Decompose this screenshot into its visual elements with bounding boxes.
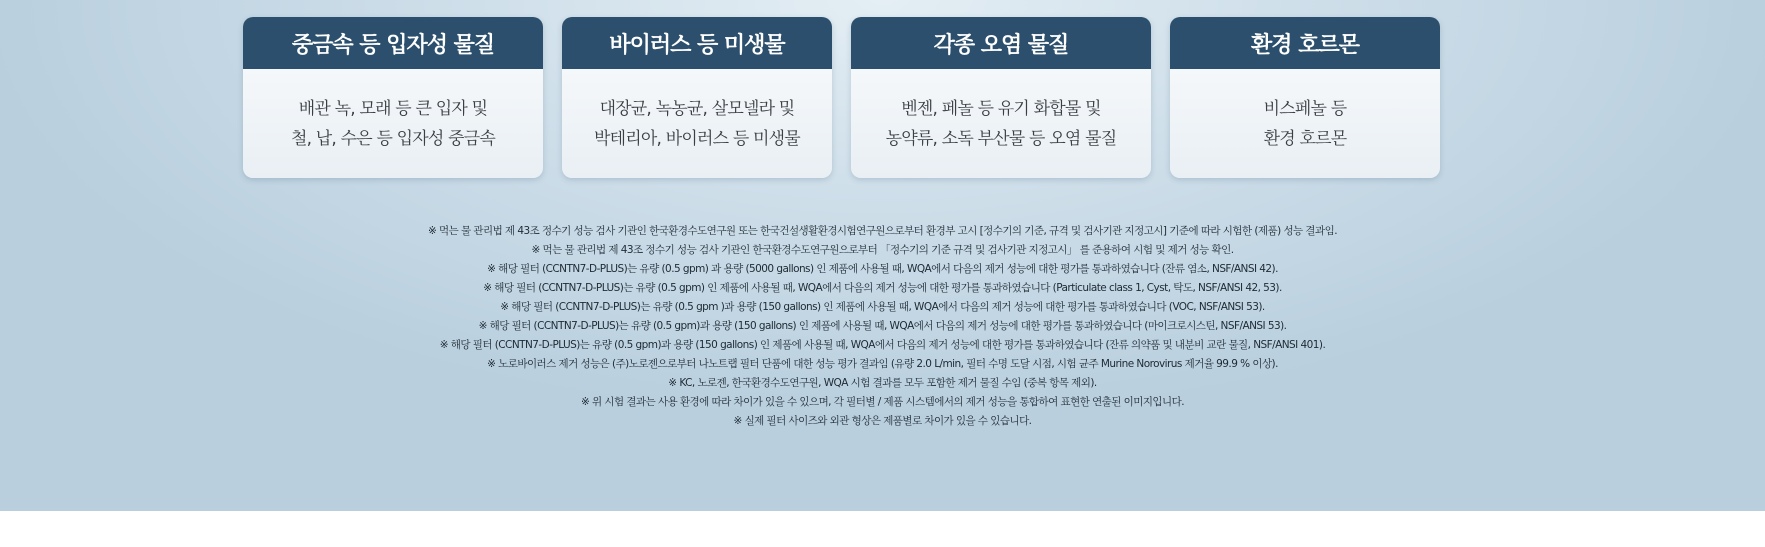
card-line: 대장균, 녹농균, 살모넬라 및 <box>599 98 795 119</box>
card-hormones <box>1170 17 1440 178</box>
contaminant-cards <box>243 17 1440 178</box>
card-description <box>1170 69 1440 178</box>
card-line: 철, 납, 수은 등 입자성 중금속 <box>290 128 496 149</box>
card-description <box>243 69 543 178</box>
note-line: ※ 해당 필터 (CCNTN7-D-PLUS)는 유량 (0.5 gpm) 과 용량 (5000 gallons) 인 제품에 사용될 때, WQA에서 다음의 제거 성능에 대한 평가를 통과하였습니다 (잔류 염소, NSF/ANSI 42). <box>487 263 1278 275</box>
card-title: 환경 호르몬 <box>1170 17 1440 69</box>
card-title: 바이러스 등 미생물 <box>562 17 832 69</box>
card-line: 박테리아, 바이러스 등 미생물 <box>594 128 800 149</box>
card-line: 환경 호르몬 <box>1263 128 1347 149</box>
card-line: 배관 녹, 모래 등 큰 입자 및 <box>298 98 488 119</box>
note-line: ※ 위 시험 결과는 사용 환경에 따라 차이가 있을 수 있으며, 각 필터별 / 제품 시스템에서의 제거 성능을 통합하여 표현한 연출된 이미지입니다. <box>581 396 1184 408</box>
note-line: ※ 먹는 물 관리법 제 43조 정수기 성능 검사 기관인 한국환경수도연구원 또는 한국건설생활환경시험연구원으로부터 환경부 고시 [정수기의 기준, 규격 및 검사기관 지정고시] 기준에 따라 시험한 (제품) 성능 결과임. <box>428 225 1337 237</box>
note-line: ※ 노로바이러스 제거 성능은 (주)노로젠으로부터 나노트랩 필터 단품에 대한 성능 평가 결과임 (유량 2.0 L/min, 필터 수명 도달 시점, 시험 균주 Murine Norovirus 제거율 99.9 % 이상). <box>487 358 1278 370</box>
note-line: ※ 해당 필터 (CCNTN7-D-PLUS)는 유량 (0.5 gpm)과 용량 (150 gallons) 인 제품에 사용될 때, WQA에서 다음의 제거 성능에 대한 평가를 통과하였습니다 (마이크로시스틴, NSF/ANSI 53). <box>478 320 1287 332</box>
card-title: 중금속 등 입자성 물질 <box>243 17 543 69</box>
card-line: 농약류, 소독 부산물 등 오염 물질 <box>885 128 1117 149</box>
card-line: 벤젠, 페놀 등 유기 화합물 및 <box>901 98 1101 119</box>
card-description <box>851 69 1151 178</box>
note-line: ※ 실제 필터 사이즈와 외관 형상은 제품별로 차이가 있을 수 있습니다. <box>733 415 1032 427</box>
note-line: ※ 먹는 물 관리법 제 43조 정수기 성능 검사 기관인 한국환경수도연구원으로부터 「정수기의 기준 규격 및 검사기관 지정고시」 를 준용하여 시험 및 제거 성능 확인. <box>531 244 1234 256</box>
note-line: ※ 해당 필터 (CCNTN7-D-PLUS)는 유량 (0.5 gpm )과 용량 (150 gallons) 인 제품에 사용될 때, WQA에서 다음의 제거 성능에 대한 평가를 통과하였습니다 (VOC, NSF/ANSI 53). <box>500 301 1265 313</box>
note-line: ※ 해당 필터 (CCNTN7-D-PLUS)는 유량 (0.5 gpm)과 용량 (150 gallons) 인 제품에 사용될 때, WQA에서 다음의 제거 성능에 대한 평가를 통과하였습니다 (잔류 의약품 및 내분비 교란 물질, NSF/ANSI 401). <box>439 339 1326 351</box>
card-pollutants <box>851 17 1151 178</box>
card-description <box>562 69 832 178</box>
note-line: ※ 해당 필터 (CCNTN7-D-PLUS)는 유량 (0.5 gpm) 인 제품에 사용될 때, WQA에서 다음의 제거 성능에 대한 평가를 통과하였습니다 (Particulate class 1, Cyst, 탁도, NSF/ANSI 42, 53). <box>483 282 1282 294</box>
disclaimer-notes <box>0 222 1765 431</box>
card-microbes <box>562 17 832 178</box>
card-heavy-metals <box>243 17 543 178</box>
card-title: 각종 오염 물질 <box>851 17 1151 69</box>
note-line: ※ KC, 노로젠, 한국환경수도연구원, WQA 시험 결과를 모두 포함한 제거 물질 수임 (중복 항목 제외). <box>668 377 1097 389</box>
card-line: 비스페놀 등 <box>1263 98 1347 119</box>
